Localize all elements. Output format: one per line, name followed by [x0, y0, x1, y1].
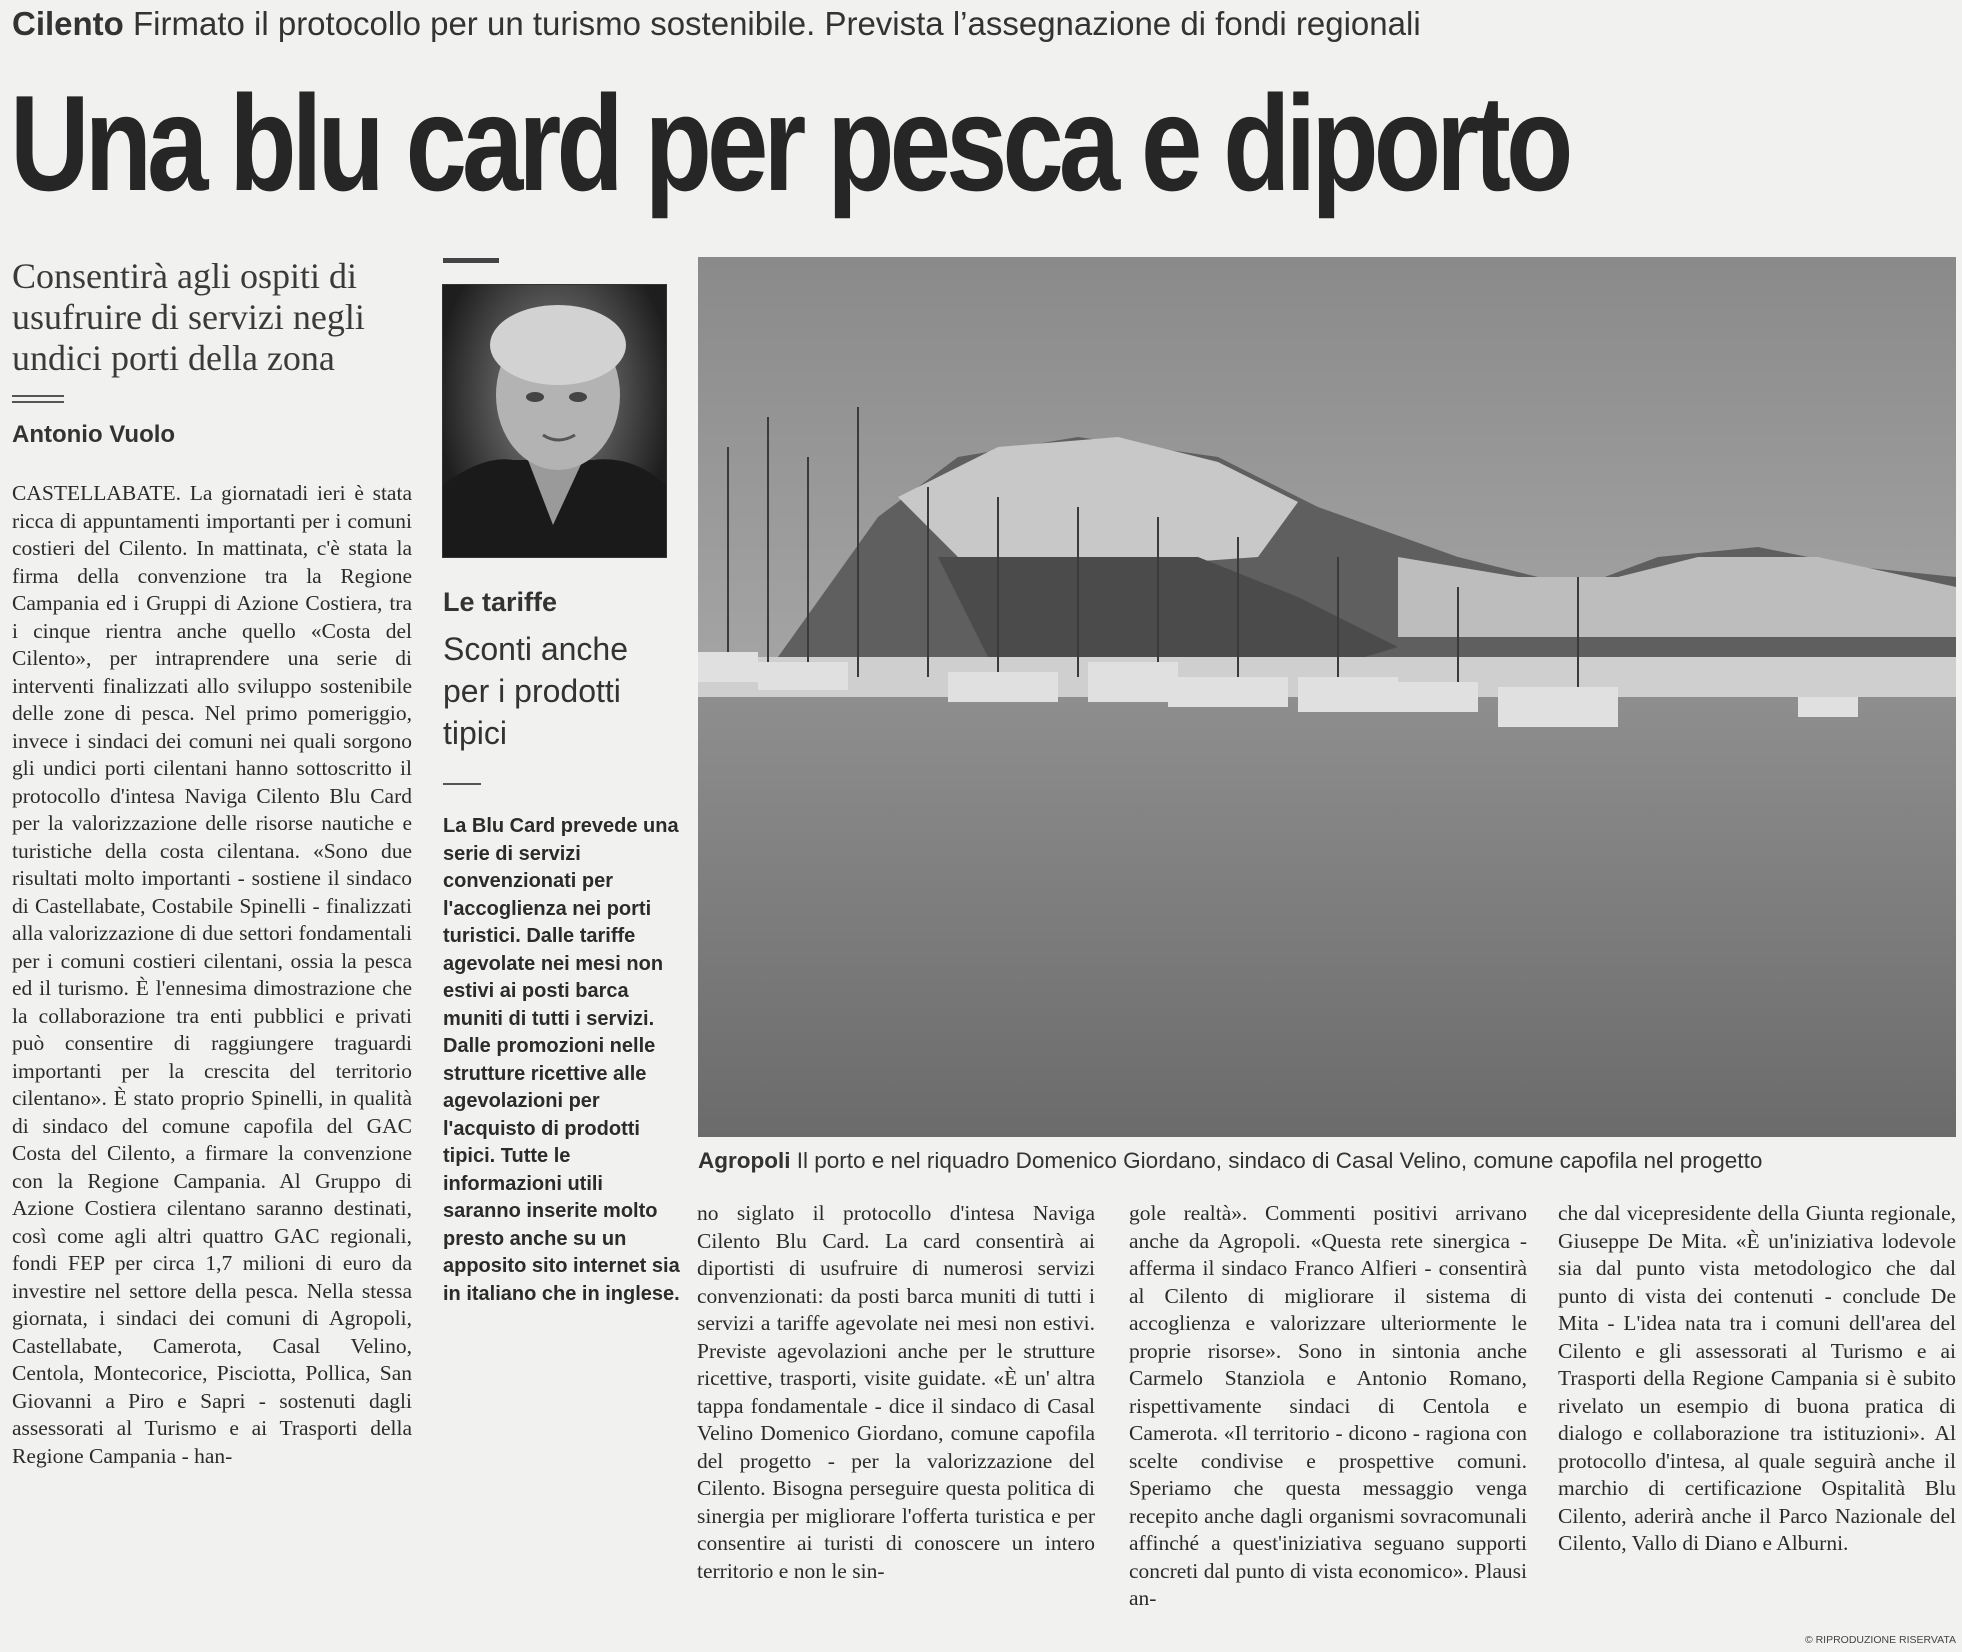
sidebar-rule — [443, 783, 481, 785]
article-column-3: gole realtà». Commenti positivi arrivano anche da Agropoli. «Questa rete sinergica - afferma il sindaco Franco Alfieri - consentirà al Cilento di migliorare il sistema di accoglienza e valorizzare ulteriormente le proprie risorse». Sono in sintonia anche Carmelo Stanziola e Antonio Romano, rispettivamente sindaci di Centola e Camerota. «Il territorio - dicono - ragiona con scelte condivise e prospettive comuni. Speriamo che questa messaggio venga recepito anche dagli organismi sovracomunali affinché a quest'iniziativa seguano supporti concreti dal punto di vista economico». Plausi an- — [1129, 1201, 1527, 1610]
portrait-rule — [443, 258, 499, 263]
byline-rule — [12, 395, 64, 397]
byline: Antonio Vuolo — [12, 421, 176, 448]
copyright-notice: © RIPRODUZIONE RISERVATA — [1804, 1634, 1956, 1646]
subheadline: Consentirà agli ospiti di usufruire di servizi negli undici porti della zona — [12, 256, 365, 378]
sidebar-label: Le tariffe — [443, 587, 558, 617]
sidebar-title: Sconti anche per i prodotti tipici — [443, 631, 629, 751]
article-column-1: CASTELLABATE. La giornatadi ieri è stata ricca di appuntamenti importanti per i comuni costieri del Cilento. In mattinata, c'è stata la firma della convenzione tra la Regione Campania ed i Gruppi di Azione Costiera, tra i cinque rientra anche quello «Costa del Cilento», per intraprendere una serie di interventi finalizzati allo sviluppo sostenibile delle zone di pesca. Nel primo pomeriggio, invece i sindaci dei comuni nei quali sorgono gli undici porti cilentani hanno sottoscritto il protocollo d'intesa Naviga Cilento Blu Card per la valorizzazione delle risorse nautiche e turistiche della costa cilentana. «Sono due risultati molto importanti - sostiene il sindaco di Castellabate, Costabile Spinelli - finalizzati alla valorizzazione di due settori fondamentali per i comuni costieri cilentani, ossia la pesca ed il turismo. È l'ennesima dimostrazione che la collaborazione tra enti pubblici e privati può consentire di raggiungere traguardi importanti per la crescita del territorio cilentano». È stato proprio Spinelli, in qualità di sindaco del comune capofila del GAC Costa del Cilento, a firmare la convenzione con la Regione Campania. Al Gruppo di Azione Costiera cilentano saranno destinati, così come agli altri quattro GAC regionali, fondi FEP per circa 1,7 milioni di euro da investire nel settore della pesca. Nella stessa giornata, i sindaci dei comuni di Agropoli, Castellabate, Camerota, Casal Velino, Centola, Montecorice, Pisciotta, Pollica, San Giovanni a Piro e Sapri - sostenuti dagli assessorati al Turismo e ai Trasporti della Regione Campania - han- — [12, 481, 412, 1468]
caption-text: Il porto e nel riquadro Domenico Giordano, sindaco di Casal Velino, comune capofila nel progetto — [796, 1148, 1763, 1173]
byline-rule-2 — [12, 401, 64, 403]
harbor-photo — [698, 257, 1956, 1137]
kicker-label: Cilento — [12, 5, 124, 42]
article-column-2: no siglato il protocollo d'intesa Naviga Cilento Blu Card. La card consentirà ai diportisti di usufruire di numerosi servizi convenzionati: da posti barca muniti di tutti i servizi a tariffe agevolate nei mesi non estivi. Previste agevolazioni anche per le strutture ricettive, trasporti, visite guidate. «È un' altra tappa fondamentale - dice il sindaco di Casal Velino Domenico Giordano, comune capofila del progetto - per la valorizzazione del Cilento. Bisogna perseguire questa politica di sinergia per migliorare l'offerta turistica e per consentire ai turisti di conoscere un intero territorio e non le sin- — [697, 1201, 1095, 1583]
photo-caption — [698, 1144, 1956, 1178]
portrait-photo — [442, 284, 667, 558]
headline: Una blu card per pesca e diporto — [10, 67, 1569, 219]
caption-place: Agropoli — [698, 1148, 791, 1173]
article-column-4: che dal vicepresidente della Giunta regionale, Giuseppe De Mita. «È un'iniziativa lodevole sia dal punto vista metodologico che dal punto di vista dei contenuti - conclude De Mita - L'idea nata tra i comuni dell'area del Cilento e gli assessorati al Turismo e ai Trasporti della Regione Campania si è subito rivelato un esempio di buona pratica di dialogo e collaborazione tra istituzioni». Al protocollo d'intesa, al quale seguirà anche il marchio di certificazione Ospitalità Blu Cilento, aderirà anche il Parco Nazionale del Cilento, Vallo di Diano e Alburni. — [1558, 1201, 1956, 1555]
sidebar-body: La Blu Card prevede una serie di servizi convenzionati per l'accoglienza nei porti turistici. Dalle tariffe agevolate nei mesi non estivi ai posti barca muniti di tutti i servizi. Dalle promozioni nelle strutture ricettive alle agevolazioni per l'acquisto di prodotti tipici. Tutte le informazioni utili saranno inserite molto presto anche su un apposito sito internet sia in italiano che in inglese. — [443, 815, 680, 1305]
kicker-line — [12, 2, 1952, 46]
kicker-text: Firmato il protocollo per un turismo sostenibile. Prevista l’assegnazione di fondi regionali — [133, 5, 1421, 42]
